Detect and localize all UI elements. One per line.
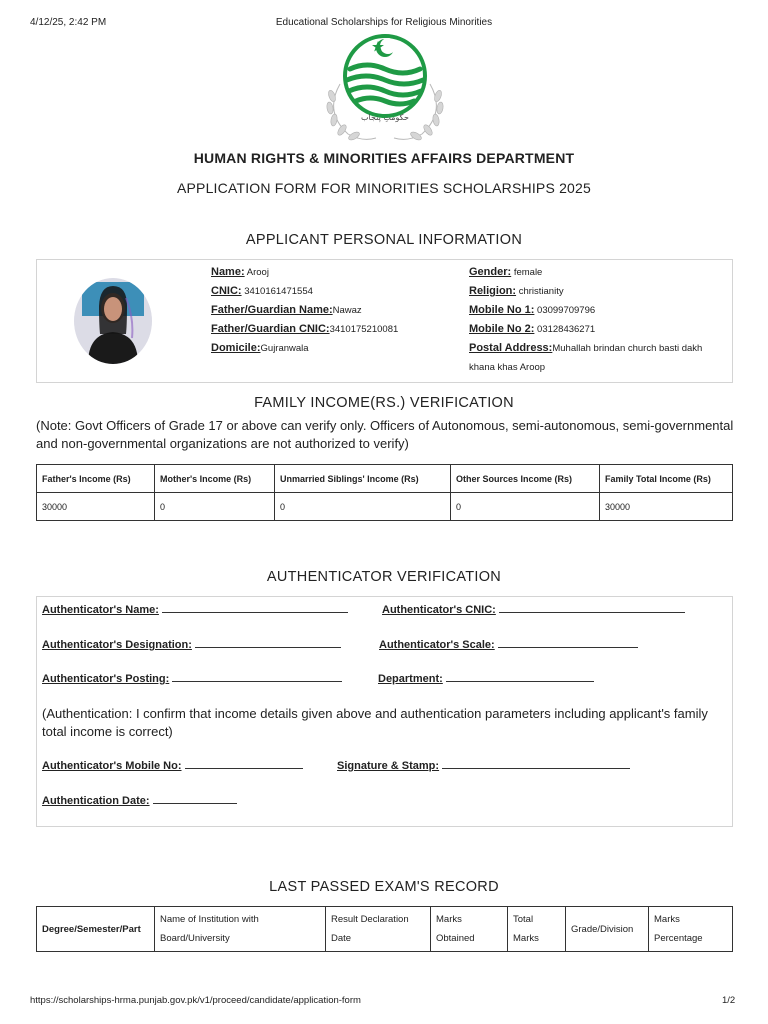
exam-header-row bbox=[37, 907, 733, 952]
guardian-cnic-row bbox=[211, 323, 398, 335]
siblings-income-value: 0 bbox=[275, 493, 451, 521]
total-marks-header: Total Marks bbox=[508, 907, 566, 952]
logo-urdu-text: حکومتِ پنجاب bbox=[361, 113, 409, 122]
applicant-cnic-row bbox=[211, 285, 313, 297]
authentication-date-field bbox=[42, 794, 237, 807]
authenticator-name-field bbox=[42, 603, 348, 616]
signature-stamp-blank bbox=[442, 759, 630, 769]
family-income-table bbox=[36, 464, 733, 521]
authenticator-posting-blank bbox=[172, 672, 342, 682]
print-page-number: 1/2 bbox=[722, 995, 736, 1006]
income-header-row bbox=[37, 465, 733, 493]
authenticator-designation-field bbox=[42, 638, 341, 651]
income-verification-note: (Note: Govt Officers of Grade 17 or above can verify only. Officers of Autonomous, semi-autonomous, semi-governmental and non-governmental organizations are not authorized to verify) bbox=[36, 418, 734, 451]
authenticator-mobile-label: Authenticator's Mobile No: bbox=[42, 760, 182, 772]
cnic-label: CNIC: bbox=[211, 285, 242, 297]
mobile-2-row bbox=[469, 323, 595, 335]
grade-division-header: Grade/Division bbox=[566, 907, 649, 952]
personal-info-heading: APPLICANT PERSONAL INFORMATION bbox=[245, 232, 523, 248]
gender-value: female bbox=[513, 267, 543, 278]
postal-address-line-2: khana khas Aroop bbox=[469, 362, 546, 373]
exam-record-table bbox=[36, 906, 733, 952]
guardian-cnic-label: Father/Guardian CNIC: bbox=[211, 323, 330, 335]
authenticator-cnic-label: Authenticator's CNIC: bbox=[382, 604, 496, 616]
postal-address-row bbox=[469, 342, 702, 354]
authenticator-name-blank bbox=[162, 603, 348, 613]
authenticator-name-label: Authenticator's Name: bbox=[42, 604, 159, 616]
applicant-photo bbox=[74, 278, 152, 364]
gender-row bbox=[469, 266, 542, 278]
mobile-2-label: Mobile No 2: bbox=[469, 323, 535, 335]
total-income-header: Family Total Income (Rs) bbox=[600, 465, 733, 493]
religion-label: Religion: bbox=[469, 285, 517, 297]
authenticator-heading: AUTHENTICATOR VERIFICATION bbox=[266, 569, 502, 585]
authenticator-mobile-field bbox=[42, 759, 303, 772]
authenticator-department-field bbox=[378, 672, 594, 685]
signature-stamp-field bbox=[337, 759, 630, 772]
authenticator-designation-blank bbox=[195, 638, 341, 648]
marks-obtained-header: Marks Obtained bbox=[431, 907, 508, 952]
print-datetime: 4/12/25, 2:42 PM bbox=[30, 17, 107, 28]
department-heading: HUMAN RIGHTS & MINORITIES AFFAIRS DEPARTMENT bbox=[193, 150, 575, 166]
guardian-name-label: Father/Guardian Name: bbox=[211, 304, 333, 316]
other-income-header: Other Sources Income (Rs) bbox=[451, 465, 600, 493]
punjab-government-logo bbox=[318, 34, 452, 146]
total-income-value: 30000 bbox=[600, 493, 733, 521]
authentication-date-blank bbox=[153, 794, 237, 804]
name-label: Name: bbox=[211, 266, 245, 278]
religion-value: christianity bbox=[518, 286, 564, 297]
marks-percentage-header: Marks Percentage bbox=[649, 907, 733, 952]
mobile-1-label: Mobile No 1: bbox=[469, 304, 535, 316]
guardian-name-value: Nawaz bbox=[332, 305, 362, 316]
other-income-value: 0 bbox=[451, 493, 600, 521]
form-title: APPLICATION FORM FOR MINORITIES SCHOLARSHIPS 2025 bbox=[176, 180, 592, 196]
authenticator-scale-blank bbox=[498, 638, 638, 648]
fathers-income-value: 30000 bbox=[37, 493, 155, 521]
authenticator-cnic-field bbox=[382, 603, 685, 616]
religion-row bbox=[469, 285, 564, 297]
postal-address-value: Muhallah brindan church basti dakh bbox=[552, 343, 703, 354]
authenticator-cnic-blank bbox=[499, 603, 685, 613]
domicile-label: Domicile: bbox=[211, 342, 261, 354]
institution-header: Name of Institution with Board/University bbox=[155, 907, 326, 952]
authenticator-posting-field bbox=[42, 672, 342, 685]
authenticator-scale-label: Authenticator's Scale: bbox=[379, 639, 495, 651]
siblings-income-header: Unmarried Siblings' Income (Rs) bbox=[275, 465, 451, 493]
family-income-heading: FAMILY INCOME(RS.) VERIFICATION bbox=[254, 395, 514, 411]
authenticator-mobile-blank bbox=[185, 759, 303, 769]
authenticator-designation-label: Authenticator's Designation: bbox=[42, 639, 192, 651]
mothers-income-header: Mother's Income (Rs) bbox=[155, 465, 275, 493]
print-url: https://scholarships-hrma.punjab.gov.pk/v1/proceed/candidate/application-form bbox=[30, 995, 361, 1006]
authenticator-department-blank bbox=[446, 672, 594, 682]
name-value: Arooj bbox=[246, 267, 269, 278]
signature-stamp-label: Signature & Stamp: bbox=[337, 760, 440, 772]
authenticator-posting-label: Authenticator's Posting: bbox=[42, 673, 170, 685]
exam-record-heading: LAST PASSED EXAM'S RECORD bbox=[269, 879, 499, 895]
authentication-statement: (Authentication: I confirm that income details given above and authentication parameters including applicant's family total income is correct) bbox=[42, 706, 708, 739]
guardian-name-row bbox=[211, 304, 362, 316]
domicile-row bbox=[211, 342, 309, 354]
mobile-1-row bbox=[469, 304, 595, 316]
print-page-title: Educational Scholarships for Religious Minorities bbox=[275, 17, 493, 28]
mothers-income-value: 0 bbox=[155, 493, 275, 521]
authenticator-scale-field bbox=[379, 638, 638, 651]
degree-header: Degree/Semester/Part bbox=[37, 907, 155, 952]
cnic-value: 3410161471554 bbox=[244, 286, 313, 297]
authentication-date-label: Authentication Date: bbox=[42, 795, 150, 807]
result-date-header: Result Declaration Date bbox=[326, 907, 431, 952]
fathers-income-header: Father's Income (Rs) bbox=[37, 465, 155, 493]
income-value-row bbox=[37, 493, 733, 521]
domicile-value: Gujranwala bbox=[260, 343, 309, 354]
postal-address-label: Postal Address: bbox=[469, 342, 553, 354]
applicant-name-row bbox=[211, 266, 269, 278]
gender-label: Gender: bbox=[469, 266, 512, 278]
authenticator-department-label: Department: bbox=[378, 673, 443, 685]
mobile-2-value: 03128436271 bbox=[537, 324, 596, 335]
guardian-cnic-value: 3410175210081 bbox=[329, 324, 399, 335]
mobile-1-value: 03099709796 bbox=[537, 305, 596, 316]
